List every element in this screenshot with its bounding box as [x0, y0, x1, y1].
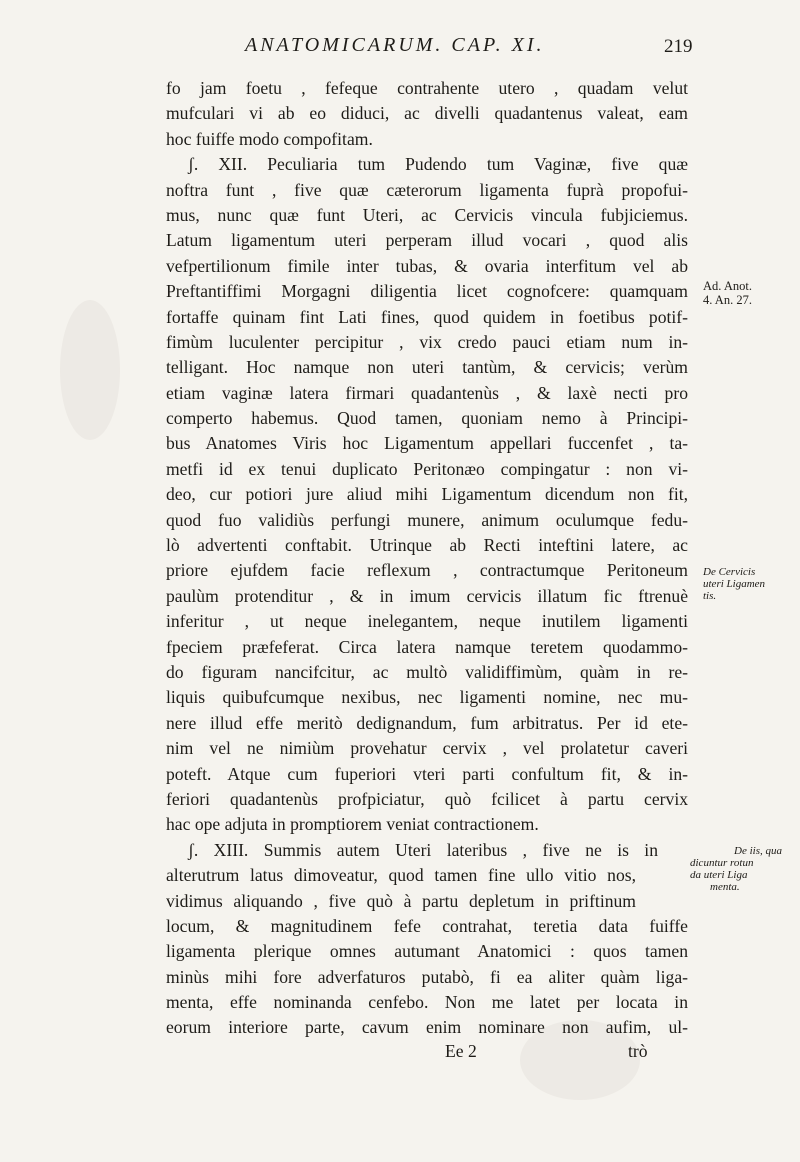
margin-note-line: Ad. Anot.: [703, 279, 752, 293]
margin-note-cervix-ligaments: [703, 566, 765, 602]
text-line: menta, effe nominanda cenfebo. Non me latet per locata in: [166, 992, 688, 1013]
margin-note-line: da uteri Liga: [690, 869, 748, 881]
text-line: mufculari vi ab eo diduci, ac divelli quadantenus valeat, eam: [166, 103, 688, 124]
text-line: lò advertenti conftabit. Utrinque ab Recti inteftini latere, ac: [166, 535, 688, 556]
page-number: 219: [664, 36, 693, 57]
text-line: noftra funt , five quæ cæterorum ligamenta fuprà propofui-: [166, 179, 688, 200]
text-line: hoc fuiffe modo compofitam.: [166, 128, 373, 149]
text-line: telligant. Hoc namque non uteri tantùm, & cervicis; verùm: [166, 357, 688, 378]
text-line: eorum interiore parte, cavum enim nominare non aufim, ul-: [166, 1017, 688, 1038]
text-line: fimùm luculenter percipitur , vix credo pauci etiam num in-: [166, 331, 688, 352]
text-line: feriori quadantenùs profpiciatur, quò fcilicet à partu cervix: [166, 788, 688, 809]
text-line: etiam vaginæ latera firmari quadantenùs , & laxè necti pro: [166, 382, 688, 403]
signature-mark: Ee 2: [445, 1041, 477, 1062]
text-line: fpeciem præfeferat. Circa latera namque teretem quodammo-: [166, 636, 688, 657]
text-line: quod fuo validiùs perfungi munere, animum oculumque fedu-: [166, 509, 688, 530]
body-text: [166, 76, 688, 1041]
margin-note-line: De iis, qua: [734, 845, 782, 857]
text-line: mus, nunc quæ funt Uteri, ac Cervicis vincula fubjiciemus.: [166, 204, 688, 225]
margin-note-line: tis.: [703, 590, 717, 602]
catchword: trò: [628, 1041, 648, 1062]
text-line: vefpertilionum fimile inter tubas, & ovaria interfitum vel ab: [166, 255, 688, 276]
text-line: hac ope adjuta in promptiorem veniat contractionem.: [166, 814, 539, 835]
text-line: Latum ligamentum uteri perperam illud vocari , quod alis: [166, 230, 688, 251]
margin-note-line: dicuntur rotun: [690, 857, 754, 869]
text-line: Preftantiffimi Morgagni diligentia licet cognofcere: quamquam: [166, 281, 688, 302]
text-line: minùs mihi fore adverfaturos putabò, fi ea aliter quàm liga-: [166, 966, 688, 987]
paper-stain: [60, 300, 120, 440]
margin-note-line: menta.: [710, 881, 740, 893]
section-start-line: ʃ. XIII. Summis autem Uteri lateribus , five ne is in: [188, 839, 658, 860]
text-line: ligamenta plerique omnes autumant Anatomici : quos tamen: [166, 941, 688, 962]
text-line: nim vel ne nimiùm provehatur cervix , vel prolatetur caveri: [166, 738, 688, 759]
text-line: alterutrum latus dimoveatur, quod tamen fine ullo vitio nos,: [166, 865, 636, 886]
text-line: paulùm protenditur , & in imum cervicis illatum fic ftrenuè: [166, 585, 688, 606]
text-line: metfi id ex tenui duplicato Peritonæo compingatur : non vi-: [166, 458, 688, 479]
text-line: nere illud effe meritò dedignandum, fum arbitratus. Per id ete-: [166, 712, 688, 733]
text-line: comperto habemus. Quod tamen, quoniam nemo à Principi-: [166, 408, 688, 429]
text-line: deo, cur potiori jure aliud mihi Ligamentum dicendum non fit,: [166, 484, 688, 505]
margin-note-line: uteri Ligamen: [703, 578, 766, 590]
text-line: fortaffe quinam fint Lati fines, quod quidem in foetibus potif-: [166, 306, 688, 327]
text-line: bus Anatomes Viris hoc Ligamentum appellari fuccenfet , ta-: [166, 433, 688, 454]
text-line: vidimus aliquando , five quò à partu depletum in priftinum: [166, 890, 636, 911]
margin-note-round-ligaments: [690, 845, 782, 893]
margin-note-line: 4. An. 27.: [703, 293, 752, 307]
text-line: do figuram nancifcitur, ac multò validiffimùm, quàm in re-: [166, 661, 688, 682]
margin-note-annotation: [703, 279, 752, 307]
section-start-line: ʃ. XII. Peculiaria tum Pudendo tum Vaginæ, five quæ: [188, 154, 688, 175]
text-line: locum, & magnitudinem fefe contrahat, teretia data fuiffe: [166, 915, 688, 936]
text-line: fo jam foetu , fefeque contrahente utero , quadam velut: [166, 78, 688, 98]
running-head: ANATOMICARUM. CAP. XI.: [245, 34, 545, 56]
margin-note-line: De Cervicis: [703, 566, 756, 578]
text-line: inferitur , ut neque inelegantem, neque inutilem ligamenti: [166, 611, 688, 632]
text-line: priore ejufdem facie reflexum , contractumque Peritoneum: [166, 560, 688, 581]
text-line: poteft. Atque cum fuperiori vteri parti confultum fit, & in-: [166, 763, 688, 784]
text-line: liquis quibufcumque nexibus, nec ligamenti nomine, nec mu-: [166, 687, 688, 708]
